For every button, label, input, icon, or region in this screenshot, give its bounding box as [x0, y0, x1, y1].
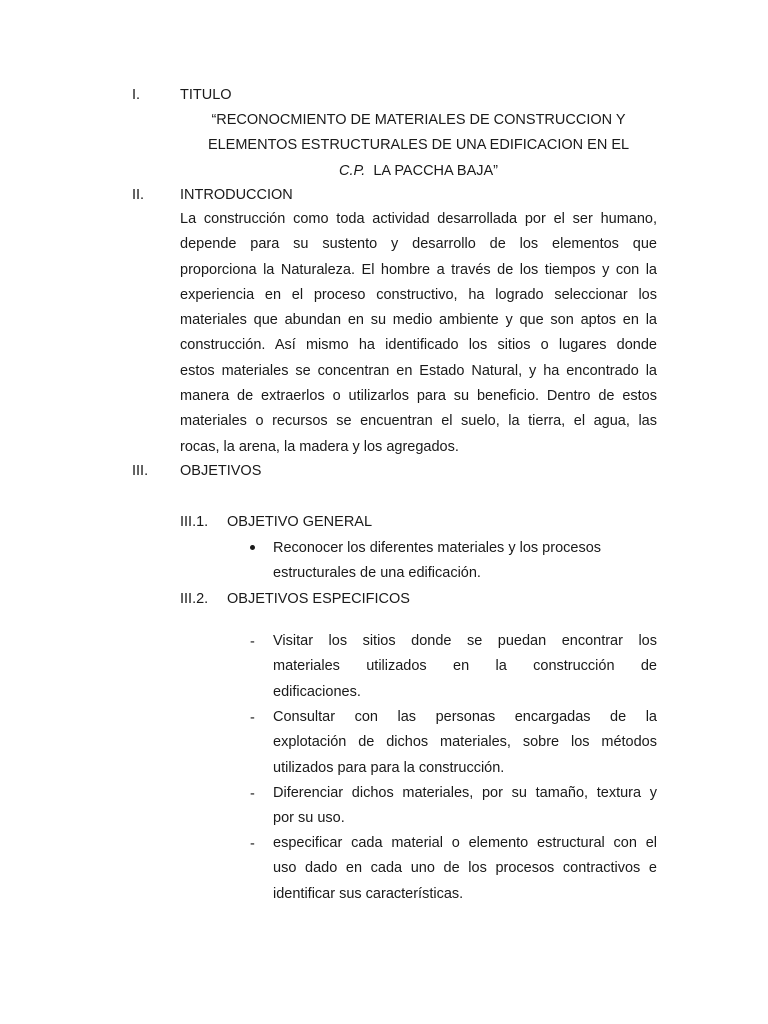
- specific-objective-line: materiales utilizados en la construcción de: [273, 658, 657, 675]
- dash-marker: -: [250, 836, 255, 852]
- specific-objective-line: identificar sus características.: [273, 885, 464, 902]
- section-1-heading: TITULO: [180, 87, 232, 103]
- specific-objective-line: edificaciones.: [273, 683, 361, 700]
- specific-objective-line: Visitar los sitios donde se puedan encontrar los: [273, 633, 657, 649]
- document-title-line-1: “RECONOCMIENTO DE MATERIALES DE CONSTRUCCION Y: [211, 112, 626, 128]
- specific-objective-line: Consultar con las personas encargadas de la: [273, 709, 657, 725]
- specific-objective-item: [273, 781, 657, 832]
- specific-objective-item: [273, 831, 657, 907]
- subsection-1-heading: OBJETIVO GENERAL: [227, 514, 373, 530]
- introduction-line: experiencia en el proceso constructivo, ha logrado seleccionar los: [180, 286, 657, 303]
- introduction-line: materiales que abundan en su medio ambiente y que son aptos en la: [180, 312, 657, 329]
- document-title-rest: LA PACCHA BAJA”: [365, 163, 499, 179]
- specific-objective-line: uso dado en cada uno de los procesos contractivos e: [273, 860, 657, 877]
- introduction-paragraph: [180, 207, 657, 460]
- introduction-line: La construcción como toda actividad desarrollada por el ser humano,: [180, 211, 657, 227]
- specific-objective-item: [273, 705, 657, 781]
- dash-marker: -: [250, 634, 255, 650]
- introduction-line: rocas, la arena, la madera y los agregados.: [180, 438, 459, 455]
- dash-marker: -: [250, 786, 255, 802]
- document-title-line-3: [180, 162, 657, 180]
- introduction-line: estos materiales se concentran en Estado Natural, y ha encontrado la: [180, 362, 657, 379]
- specific-objective-line: utilizados para para la construcción.: [273, 759, 505, 776]
- subsection-2-heading: OBJETIVOS ESPECIFICOS: [227, 591, 410, 607]
- introduction-line: materiales o recursos se encuentran el suelo, la tierra, el agua, las: [180, 413, 657, 430]
- subsection-2-number: III.2.: [180, 591, 209, 607]
- specific-objective-item: [273, 629, 657, 705]
- introduction-line: depende para su sustento y desarrollo de los elementos que: [180, 236, 657, 253]
- introduction-line: construcción. Así mismo ha identificado los sitios o lugares donde: [180, 337, 657, 354]
- document-title-line-2: ELEMENTOS ESTRUCTURALES DE UNA EDIFICACION EN EL: [207, 137, 630, 153]
- bullet-dot-icon: [250, 540, 255, 558]
- document-title-italic: C.P.: [338, 163, 366, 179]
- section-3-numeral: III.: [132, 463, 149, 479]
- introduction-line: proporciona la Naturaleza. El hombre a través de los tiempos y con la: [180, 261, 657, 278]
- general-objective-line: estructurales de una edificación.: [273, 565, 481, 582]
- dash-marker: -: [250, 710, 255, 726]
- specific-objective-line: por su uso.: [273, 810, 345, 827]
- specific-objective-line: especificar cada material o elemento estructural con el: [273, 835, 657, 851]
- specific-objective-line: Diferenciar dichos materiales, por su tamaño, textura y: [273, 785, 657, 801]
- subsection-1-number: III.1.: [180, 514, 209, 530]
- section-3-heading: OBJETIVOS: [180, 463, 262, 479]
- specific-objective-line: explotación de dichos materiales, sobre los métodos: [273, 734, 657, 751]
- general-objective-line: Reconocer los diferentes materiales y los procesos: [273, 540, 602, 556]
- introduction-line: manera de extraerlos o utilizarlos para su beneficio. Dentro de estos: [180, 388, 657, 405]
- section-2-numeral: II.: [132, 187, 145, 203]
- general-objective-item: [273, 536, 657, 587]
- section-1-numeral: I.: [132, 87, 141, 103]
- section-2-heading: INTRODUCCION: [180, 187, 293, 203]
